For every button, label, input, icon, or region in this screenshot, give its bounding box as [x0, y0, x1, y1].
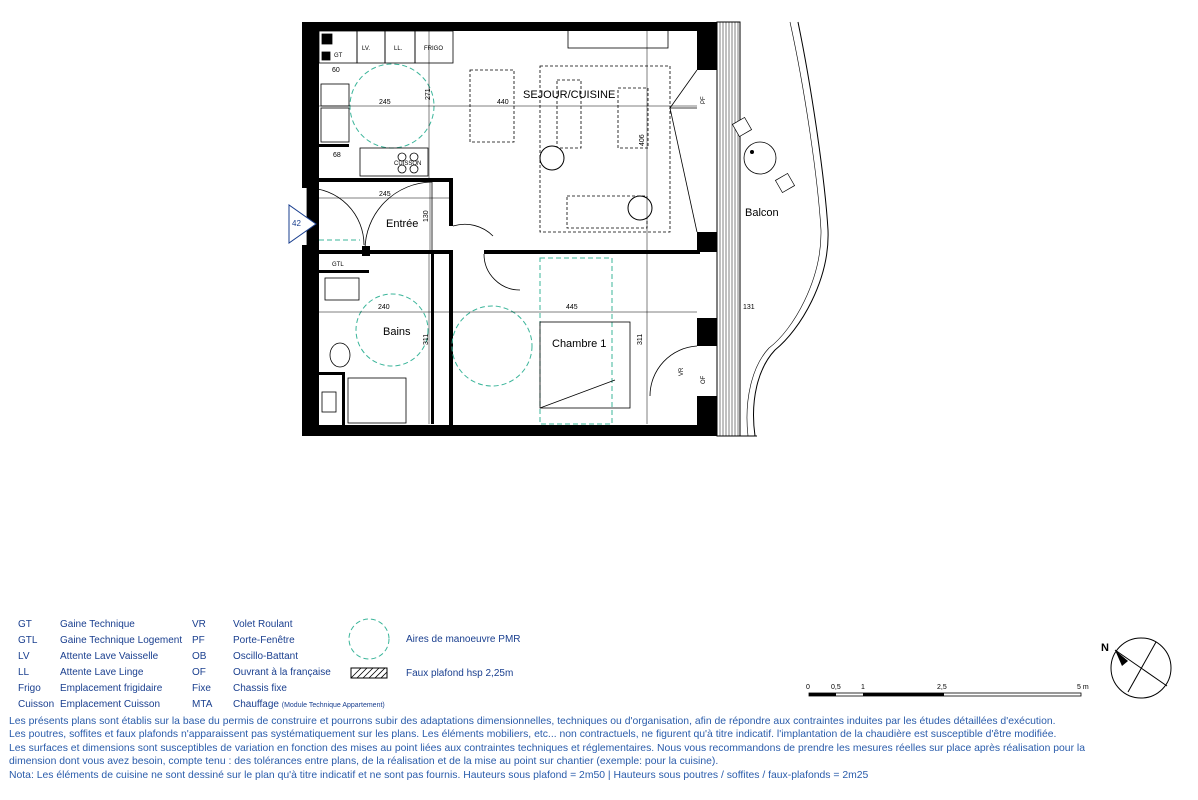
- note-line: Les poutres, soffites et faux plafonds n'apparaissent pas systématiquement sur les plans. Les éléments mobiliers, etc... non contractuels, ne figurent qu'à titre indicatif. l'implantation de la chaudière est susceptible d'être modifiée.: [9, 729, 1057, 741]
- scale-tick-1: 1: [861, 684, 865, 691]
- balcony: [717, 22, 828, 436]
- note-line: dimension dont vous avez besoin, compte tenu : des tolérances entre plans, de la réalisation et de la mise au point sur chantier (exemple: pour la cuisine).: [9, 756, 719, 768]
- dim-245-entree: 245: [379, 191, 391, 198]
- note-line: Les surfaces et dimensions sont susceptibles de variation en fonction des mises au point liées aux contraintes techniques et réglementaires. Nous vous recommandons de prendre les mesures réelles sur place après réalisation pour la: [9, 742, 1086, 754]
- legend-label-sub: (Module Technique Appartement): [281, 702, 385, 709]
- legend-label: Oscillo-Battant: [233, 651, 299, 662]
- legend-code: LV: [18, 651, 30, 662]
- bedroom-furniture: [540, 322, 630, 408]
- fixture-label-of: OF: [701, 375, 707, 384]
- dim-445: 445: [566, 304, 578, 311]
- dim-245-top: 245: [379, 99, 391, 106]
- scale-bar: [809, 693, 1081, 696]
- fixture-label-lv: LV.: [362, 46, 371, 52]
- legend-label: Ouvrant à la française: [233, 667, 331, 678]
- chairs: [540, 146, 652, 220]
- legend-label: Emplacement Cuisson: [60, 699, 161, 710]
- legend-code: GT: [18, 619, 32, 630]
- legend-faux-plafond-label: Faux plafond hsp 2,25m: [406, 668, 514, 679]
- dim-406: 406: [639, 134, 646, 146]
- legend-label-main: Chauffage: [233, 699, 279, 710]
- room-label-balcon: Balcon: [745, 207, 779, 219]
- fixture-label-pf: PF: [701, 96, 707, 104]
- legend-label: Attente Lave Vaisselle: [60, 651, 159, 662]
- room-label-bains: Bains: [383, 326, 411, 338]
- dim-240: 240: [378, 304, 390, 311]
- legend-code: MTA: [192, 699, 213, 710]
- room-label-chambre: Chambre 1: [552, 338, 607, 350]
- legend-label: Chassis fixe: [233, 683, 287, 694]
- note-line: Nota: Les éléments de cuisine ne sont dessiné sur le plan qu'à titre indicatif et ne sont pas fournis. Hauteurs sous plafond = 2m50 | Hauteurs sous poutres / soffites / faux-plafonds = 2m25: [9, 769, 869, 781]
- dim-311-chambre: 311: [637, 333, 644, 345]
- fixture-label-ll: LL.: [394, 46, 403, 52]
- scale-tick-05: 0,5: [831, 684, 841, 691]
- fixture-label-cuisson: CUISSON: [394, 161, 422, 167]
- dimension-lines: [319, 31, 697, 424]
- legend-code: PF: [192, 635, 205, 646]
- legend-code: GTL: [18, 635, 38, 646]
- legend-pmr-symbol: [349, 619, 389, 659]
- room-label-entree: Entrée: [386, 218, 419, 230]
- disclaimer-notes: [9, 715, 1194, 782]
- legend-code: Cuisson: [18, 699, 55, 710]
- legend-label: Gaine Technique: [60, 619, 135, 630]
- legend-code: VR: [192, 619, 206, 630]
- entry-number: 42: [292, 219, 301, 228]
- dim-311-bains: 311: [423, 333, 430, 345]
- dim-60: 60: [332, 67, 340, 74]
- interior-walls: [319, 144, 700, 425]
- legend-code: Frigo: [18, 683, 41, 694]
- legend-label: Emplacement frigidaire: [60, 683, 163, 694]
- fixture-label-gtl: GTL: [332, 262, 344, 268]
- legend-pmr-label: Aires de manoeuvre PMR: [406, 634, 521, 645]
- legend-code: LL: [18, 667, 30, 678]
- fixture-label-frigo: FRIGO: [424, 46, 443, 52]
- legend-label: Volet Roulant: [233, 619, 293, 630]
- legend-code: OF: [192, 667, 206, 678]
- dim-271: 271: [425, 88, 432, 100]
- legend-label: [233, 699, 385, 710]
- fixture-label-vr: VR: [679, 367, 685, 376]
- doors: [307, 70, 697, 396]
- dim-131: 131: [743, 304, 755, 311]
- pmr-areas: [319, 64, 612, 424]
- bathroom-fixtures: [322, 278, 406, 423]
- scale-tick-0: 0: [806, 684, 810, 691]
- legend-label: Porte-Fenêtre: [233, 635, 295, 646]
- legend-code: Fixe: [192, 683, 211, 694]
- legend-label: Attente Lave Linge: [60, 667, 144, 678]
- north-label: N: [1101, 642, 1109, 654]
- scale-tick-25: 2,5: [937, 684, 947, 691]
- legend-code: OB: [192, 651, 207, 662]
- dim-68: 68: [333, 152, 341, 159]
- scale-tick-5: 5 m: [1077, 684, 1089, 691]
- note-line: Les présents plans sont établis sur la base du permis de construire et pourrons subir des adaptations dimensionnelles, techniques ou d'organisation, afin de répondre aux contraintes induites par les études détaillées d'exécution.: [9, 716, 1056, 727]
- room-label-sejour: SEJOUR/CUISINE: [523, 89, 616, 101]
- north-arrow: [1111, 638, 1171, 698]
- dim-440: 440: [497, 99, 509, 106]
- fixture-label-gt: GT: [334, 53, 343, 59]
- legend-faux-plafond-symbol: [351, 668, 387, 678]
- legend-label: Gaine Technique Logement: [60, 635, 183, 646]
- dim-130: 130: [423, 210, 430, 222]
